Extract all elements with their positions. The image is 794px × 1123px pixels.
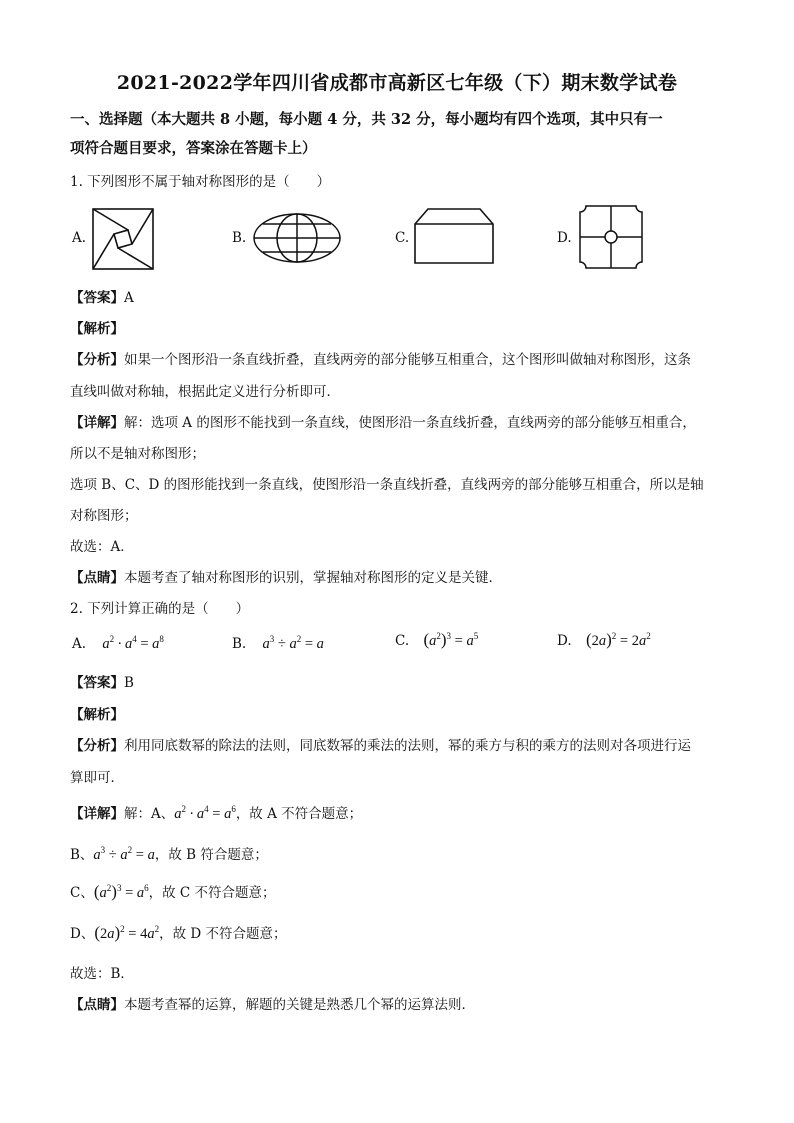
comment-tag: 【点睛】 [70, 997, 124, 1013]
q2-option-b [232, 634, 324, 653]
q1-figure-b [252, 212, 342, 264]
q1-detail-line4: 对称图形； [70, 508, 138, 524]
q2-option-a [72, 634, 164, 653]
q1-figure-a [92, 208, 154, 270]
q2-choice: 故选：B． [70, 966, 134, 982]
detail-text: 解：选项 A 的图形不能找到一条直线，使图形沿一条直线折叠，直线两旁的部分能够互相重合， [124, 415, 696, 431]
q1-option-a-label: A. [72, 230, 87, 246]
q2-detail-c [70, 881, 276, 902]
section-heading-line2: 项符合题目要求，答案涂在答题卡上） [70, 140, 317, 157]
analysis-tag: 【分析】 [70, 738, 124, 754]
analysis-text: 利用同底数幂的除法的法则，同底数幂的乘法的法则，幂的乘方与积的乘方的法则对各项进行运 [124, 738, 691, 754]
q2-analysis-line2: 算即可． [70, 770, 124, 786]
q2-option-c-formula: $(a^2)^3 = a^5$ [423, 630, 479, 649]
q1-option-b-label: B. [232, 230, 247, 246]
page-title: 2021-2022学年四川省成都市高新区七年级（下）期末数学试卷 [116, 72, 678, 94]
detail-prefix: 解：A、 [124, 806, 175, 822]
q2-option-c [395, 630, 478, 650]
q2-option-b-formula: $a^3 \div a^2 = a$ [262, 634, 324, 652]
q2-option-d [557, 630, 651, 650]
q1-comment [70, 566, 502, 586]
q2-detail-a [70, 802, 362, 823]
comment-tag: 【点睛】 [70, 570, 124, 586]
section-heading-line1: 一、选择题（本大题共 8 小题，每小题 4 分，共 32 分，每小题均有四个选项，其中只有一 [70, 111, 663, 128]
q1-choice: 故选：A． [70, 539, 134, 555]
answer-value: A [124, 290, 134, 306]
q2-option-a-formula: $a^2 \cdot a^4 = a^8$ [102, 634, 164, 652]
q1-jiexi-heading: 【解析】 [70, 321, 124, 337]
q2-detail-c-formula: $(a^2)^3 = a^6$ [93, 882, 149, 901]
detail-a-suffix: ，故 A 不符合题意； [235, 806, 363, 822]
detail-c-suffix: ，故 C 不符合题意； [148, 885, 276, 901]
q2-comment [70, 993, 475, 1013]
q1-detail-line1 [70, 411, 696, 431]
detail-tag: 【详解】 [70, 806, 124, 822]
q1-figure-c [414, 208, 494, 264]
q1-analysis-line1 [70, 348, 691, 368]
q1-figure-d [578, 204, 644, 270]
analysis-text: 如果一个图形沿一条直线折叠，直线两旁的部分能够互相重合，这个图形叫做轴对称图形，这条 [124, 352, 691, 368]
detail-c-prefix: C、 [70, 885, 94, 901]
answer-tag: 【答案】 [70, 290, 124, 306]
q2-answer [70, 671, 134, 691]
q2-option-d-label: D. [557, 633, 572, 649]
q2-option-d-formula: $(2a)^2 = 2a^2$ [585, 630, 651, 649]
comment-text: 本题考查幂的运算，解题的关键是熟悉几个幂的运算法则． [124, 997, 475, 1013]
detail-tag: 【详解】 [70, 415, 124, 431]
answer-tag: 【答案】 [70, 675, 124, 691]
q1-detail-line2: 所以不是轴对称图形； [70, 446, 205, 462]
comment-text: 本题考查了轴对称图形的识别，掌握轴对称图形的定义是关键． [124, 570, 502, 586]
q1-stem: 1. 下列图形不属于轴对称图形的是（ ） [70, 174, 331, 190]
detail-b-suffix: ，故 B 符合题意； [154, 847, 268, 863]
detail-d-prefix: D、 [70, 926, 95, 942]
detail-d-suffix: ，故 D 不符合题意； [159, 926, 287, 942]
detail-b-prefix: B、 [70, 847, 94, 863]
answer-value: B [124, 675, 134, 691]
q1-option-d-label: D. [557, 230, 572, 246]
q2-detail-d [70, 922, 287, 943]
q1-analysis-line2: 直线叫做对称轴，根据此定义进行分析即可． [70, 384, 340, 400]
q1-answer [70, 286, 134, 306]
q2-analysis-line1 [70, 734, 691, 754]
q2-detail-d-formula: $(2a)^2 = 4a^2$ [94, 923, 160, 942]
q2-detail-b-formula: $a^3 \div a^2 = a$ [93, 845, 155, 863]
q1-option-c-label: C. [395, 230, 410, 246]
q2-detail-a-formula: $a^2 \cdot a^4 = a^6$ [174, 804, 236, 822]
q2-option-c-label: C. [395, 633, 410, 649]
analysis-tag: 【分析】 [70, 352, 124, 368]
q2-option-a-label: A. [72, 635, 87, 652]
q2-option-b-label: B. [232, 635, 247, 652]
q2-jiexi-heading: 【解析】 [70, 707, 124, 723]
q2-detail-b [70, 843, 268, 864]
q2-stem: 2. 下列计算正确的是（ ） [70, 601, 250, 617]
q1-detail-line3: 选项 B、C、D 的图形能找到一条直线，使图形沿一条直线折叠，直线两旁的部分能够互相重合，所以是轴 [70, 477, 704, 493]
